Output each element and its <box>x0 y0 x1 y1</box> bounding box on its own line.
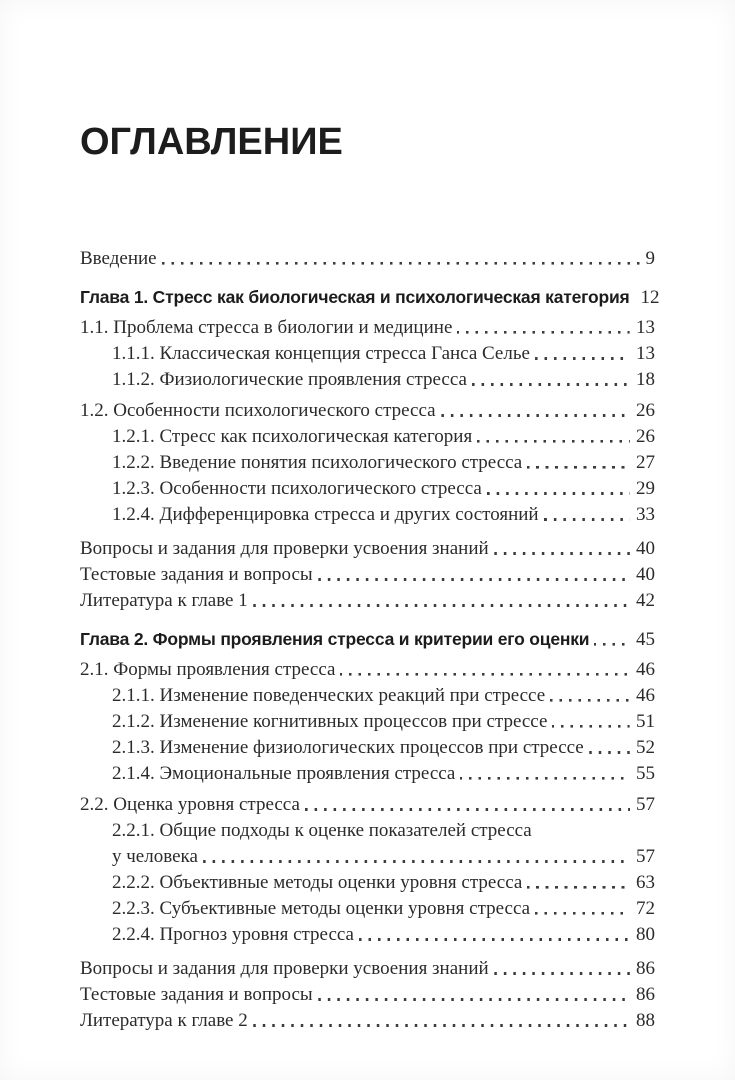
toc-entry-text: Глава 2. Формы проявления стресса и критерии его оценки <box>80 629 590 649</box>
toc-entry-page: 27 <box>636 452 655 473</box>
toc-entry-page: 57 <box>636 794 655 815</box>
toc-entry-text: 2.2.4. Прогноз уровня стресса <box>112 924 354 945</box>
toc-entry <box>80 284 660 310</box>
toc-entry <box>80 626 655 652</box>
toc-entry-text: 2.2.2. Объективные методы оценки уровня стресса <box>112 872 523 893</box>
page-title: ОГЛАВЛЕНИЕ <box>80 121 343 163</box>
toc-entry-page: 72 <box>636 898 655 919</box>
toc-entry <box>80 844 655 870</box>
toc-entry-page: 12 <box>640 287 660 308</box>
toc-entry-text: Тестовые задания и вопросы <box>80 984 313 1005</box>
toc-entry-page: 52 <box>636 737 655 758</box>
toc-entry <box>80 536 655 562</box>
toc-entry-text: 2.2.1. Общие подходы к оценке показателей стресса <box>112 820 532 841</box>
toc-entry <box>80 502 655 528</box>
toc-entry <box>80 896 655 922</box>
toc-entry <box>80 818 655 844</box>
toc-entry-text: 1.2. Особенности психологического стресса <box>80 400 436 421</box>
toc-entry-text: 2.2. Оценка уровня стресса <box>80 794 300 815</box>
toc-entry <box>80 450 655 476</box>
toc-entry-page: 9 <box>645 248 655 269</box>
toc-entry-text: 2.1.3. Изменение физиологических процессов при стрессе <box>112 737 584 758</box>
toc-entry <box>80 367 655 393</box>
toc-entry-page: 86 <box>636 958 655 979</box>
toc-entry <box>80 922 655 948</box>
toc-entry <box>80 398 655 424</box>
toc-entry <box>80 476 655 502</box>
toc-entry-page: 80 <box>636 924 655 945</box>
toc-entry-text: 2.1.1. Изменение поведенческих реакций при стрессе <box>112 685 546 706</box>
toc-entry-page: 46 <box>636 659 655 680</box>
toc-entry-text: Вопросы и задания для проверки усвоения знаний <box>80 958 489 979</box>
toc-entry-text: Литература к главе 2 <box>80 1010 248 1031</box>
toc-entry-page: 18 <box>636 369 655 390</box>
toc-entry-page: 40 <box>636 564 655 585</box>
toc-entry <box>80 657 655 683</box>
toc-entry-page: 42 <box>636 590 655 611</box>
toc-entry-text: Литература к главе 1 <box>80 590 248 611</box>
toc-entry-page: 46 <box>636 685 655 706</box>
toc-entry-text: 2.1.4. Эмоциональные проявления стресса <box>112 763 456 784</box>
toc-entry-page: 29 <box>636 478 655 499</box>
toc-entry-page: 51 <box>636 711 655 732</box>
toc-entry-text: 2.2.3. Субъективные методы оценки уровня стресса <box>112 898 531 919</box>
toc-entry-text: Глава 1. Стресс как биологическая и психологическая категория <box>80 287 630 307</box>
toc-list <box>80 246 660 1034</box>
toc-entry <box>80 424 655 450</box>
toc-entry-page: 13 <box>636 317 655 338</box>
toc-entry-text: 2.1.2. Изменение когнитивных процессов при стрессе <box>112 711 548 732</box>
toc-entry-text: 1.1.1. Классическая концепция стресса Ганса Селье <box>112 343 530 364</box>
toc-entry <box>80 956 655 982</box>
toc-entry <box>80 562 655 588</box>
toc-entry-page: 55 <box>636 763 655 784</box>
toc-entry <box>80 588 655 614</box>
toc-entry-text: Введение <box>80 248 157 269</box>
toc-entry-page: 33 <box>636 504 655 525</box>
toc-entry-text: 2.1. Формы проявления стресса <box>80 659 336 680</box>
toc-entry <box>80 246 655 272</box>
toc-entry-text: у человека <box>112 846 198 867</box>
toc-entry-page: 13 <box>636 343 655 364</box>
toc-entry <box>80 982 655 1008</box>
toc-entry-text: 1.2.4. Дифференцировка стресса и других состояний <box>112 504 539 525</box>
toc-entry-text: 1.1.2. Физиологические проявления стресса <box>112 369 467 390</box>
toc-entry <box>80 683 655 709</box>
toc-entry <box>80 792 655 818</box>
toc-entry-page: 63 <box>636 872 655 893</box>
toc-entry-page: 26 <box>636 400 655 421</box>
toc-entry-page: 57 <box>636 846 655 867</box>
toc-entry-text: 1.1. Проблема стресса в биологии и медицине <box>80 317 453 338</box>
toc-entry-text: 1.2.2. Введение понятия психологического стресса <box>112 452 523 473</box>
toc-entry-text: Вопросы и задания для проверки усвоения знаний <box>80 538 489 559</box>
toc-entry-page: 45 <box>636 629 655 650</box>
toc-entry-page: 40 <box>636 538 655 559</box>
toc-entry <box>80 761 655 787</box>
toc-entry-text: 1.2.1. Стресс как психологическая категория <box>112 426 473 447</box>
toc-entry <box>80 735 655 761</box>
toc-entry-text: Тестовые задания и вопросы <box>80 564 313 585</box>
toc-entry <box>80 870 655 896</box>
toc-entry <box>80 709 655 735</box>
toc-entry <box>80 315 655 341</box>
toc-entry <box>80 1008 655 1034</box>
toc-entry-page: 86 <box>636 984 655 1005</box>
toc-entry <box>80 341 655 367</box>
toc-entry-page: 88 <box>636 1010 655 1031</box>
toc-entry-text: 1.2.3. Особенности психологического стресса <box>112 478 482 499</box>
toc-entry-page: 26 <box>636 426 655 447</box>
